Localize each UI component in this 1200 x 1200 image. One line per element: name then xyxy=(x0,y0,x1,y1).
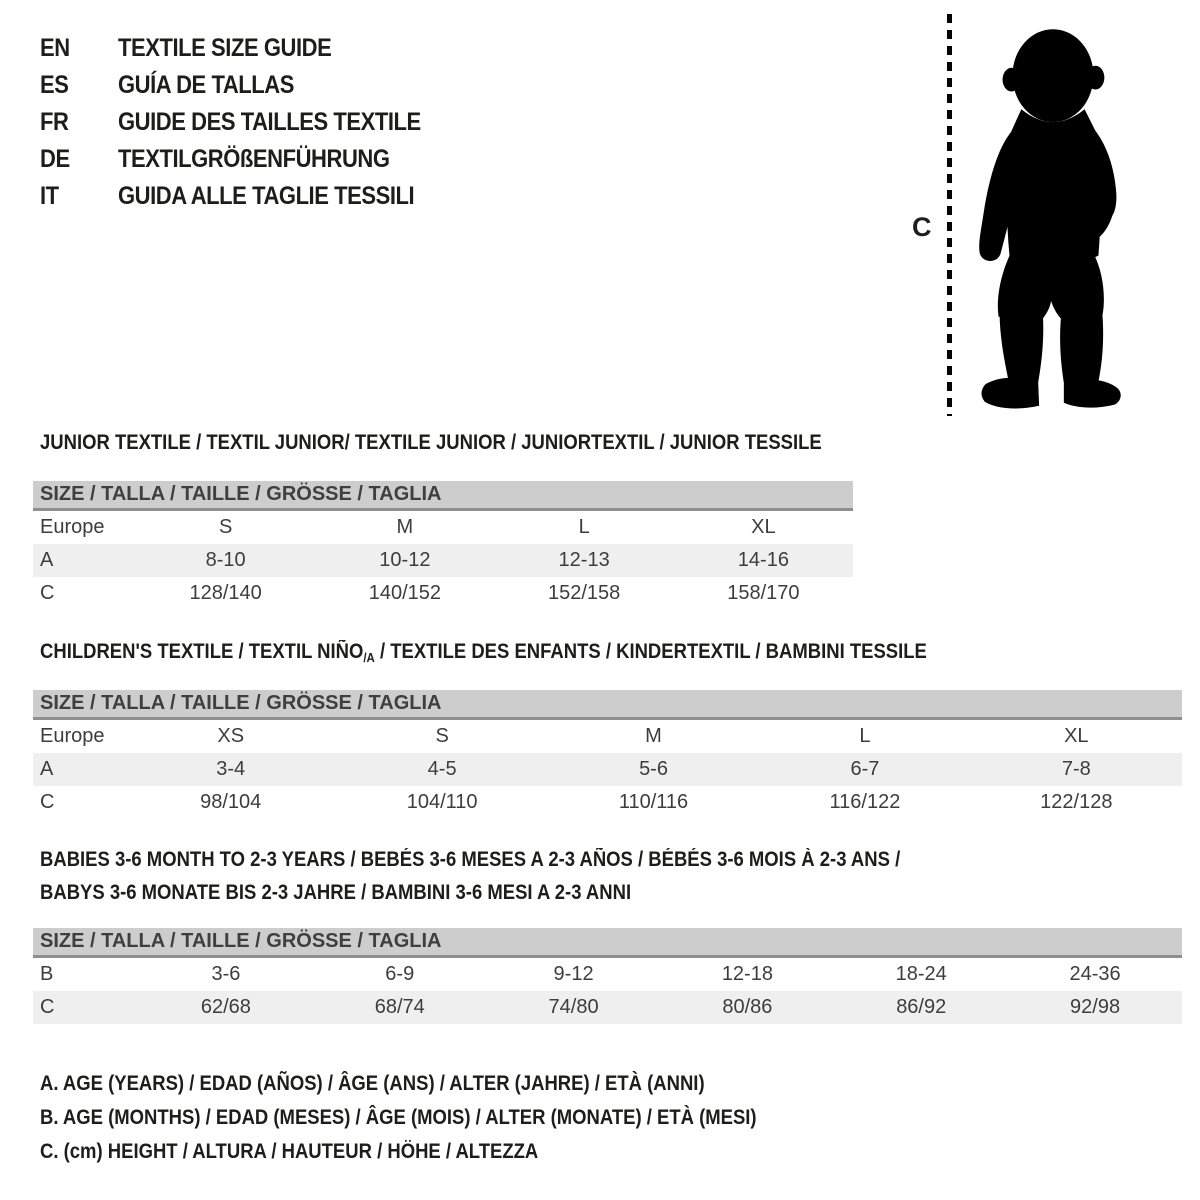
table-row xyxy=(33,720,1182,753)
legend-line-b-text: B. AGE (MONTHS) / EDAD (MESES) / ÂGE (MOIS) / ALTER (MONATE) / ETÀ (MESI) xyxy=(40,1106,757,1129)
age-cell: 3-4 xyxy=(216,758,246,780)
language-row xyxy=(40,104,462,141)
table-row xyxy=(33,991,1182,1024)
legend-line-c-text: C. (cm) HEIGHT / ALTURA / HAUTEUR / HÖHE / ALTEZZA xyxy=(40,1140,539,1163)
language-title: TEXTILE SIZE GUIDE xyxy=(118,34,332,62)
language-code: IT xyxy=(40,182,59,210)
children-title-suffix: / TEXTILE DES ENFANTS / KINDERTEXTIL / BAMBINI TESSILE xyxy=(374,640,927,663)
row-label: C xyxy=(40,582,55,604)
age-cell: 8-10 xyxy=(205,549,246,571)
language-row xyxy=(40,141,462,178)
height-cell: 110/116 xyxy=(618,791,689,813)
age-cell: 3-6 xyxy=(211,963,241,985)
language-row xyxy=(40,30,462,67)
babies-title-line1-text: BABIES 3-6 MONTH TO 2-3 YEARS / BEBÉS 3-6 MESES A 2-3 AÑOS / BÉBÉS 3-6 MOIS À 2-3 ANS / xyxy=(40,848,901,871)
legend-line-a-text: A. AGE (YEARS) / EDAD (AÑOS) / ÂGE (ANS) / ALTER (JAHRE) / ETÀ (ANNI) xyxy=(40,1072,705,1095)
legend-line-b xyxy=(40,1106,854,1130)
height-cell: 152/158 xyxy=(547,582,621,604)
children-size-table xyxy=(33,690,1182,819)
age-cell: 24-36 xyxy=(1069,963,1121,985)
height-cell: 86/92 xyxy=(896,996,947,1018)
babies-section-title-line2 xyxy=(40,881,712,905)
age-cell: 6-7 xyxy=(850,758,880,780)
language-code: DE xyxy=(40,145,70,173)
language-code: ES xyxy=(40,71,69,99)
age-cell: 12-13 xyxy=(558,549,610,571)
children-section-title xyxy=(40,640,1048,665)
height-cell: 140/152 xyxy=(368,582,442,604)
children-size-table-header: SIZE / TALLA / TAILLE / GRÖSSE / TAGLIA xyxy=(33,690,1182,720)
children-section-title-text xyxy=(40,640,927,665)
height-cell: 98/104 xyxy=(200,791,262,813)
junior-section-title xyxy=(40,431,928,455)
size-cell: XS xyxy=(217,725,245,747)
age-cell: 6-9 xyxy=(385,963,415,985)
height-cell: 74/80 xyxy=(548,996,599,1018)
age-cell: 18-24 xyxy=(895,963,947,985)
junior-size-table xyxy=(33,481,853,610)
age-cell: 7-8 xyxy=(1061,758,1091,780)
language-code: FR xyxy=(40,108,69,136)
language-title: GUÍA DE TALLAS xyxy=(118,71,294,99)
babies-section-title-line1 xyxy=(40,848,1018,872)
language-row xyxy=(40,67,462,104)
language-title: GUIDA ALLE TAGLIE TESSILI xyxy=(118,182,415,210)
language-title: TEXTILGRÖßENFÜHRUNG xyxy=(118,145,390,173)
row-label: Europe xyxy=(40,725,105,747)
age-cell: 9-12 xyxy=(553,963,594,985)
age-cell: 14-16 xyxy=(737,549,789,571)
row-label: A xyxy=(40,549,54,571)
legend-line-c xyxy=(40,1140,606,1164)
babies-size-table xyxy=(33,928,1182,1024)
size-cell: S xyxy=(435,725,449,747)
age-cell: 4-5 xyxy=(427,758,457,780)
table-row xyxy=(33,577,853,610)
height-cell: 122/128 xyxy=(1040,791,1113,813)
table-row xyxy=(33,511,853,544)
legend-line-a xyxy=(40,1072,795,1096)
junior-section-title-text: JUNIOR TEXTILE / TEXTIL JUNIOR/ TEXTILE JUNIOR / JUNIORTEXTIL / JUNIOR TESSILE xyxy=(40,431,822,454)
size-cell: XL xyxy=(751,516,776,538)
row-label: C xyxy=(40,791,55,813)
height-cell: 92/98 xyxy=(1070,996,1121,1018)
size-cell: S xyxy=(218,516,233,538)
babies-size-table-header: SIZE / TALLA / TAILLE / GRÖSSE / TAGLIA xyxy=(33,928,1182,958)
height-cell: 128/140 xyxy=(189,582,262,604)
language-title: GUIDE DES TAILLES TEXTILE xyxy=(118,108,421,136)
height-measure-label: C xyxy=(912,212,932,242)
age-cell: 12-18 xyxy=(721,963,773,985)
baby-silhouette-image xyxy=(966,14,1134,421)
height-cell: 104/110 xyxy=(406,791,478,813)
size-cell: XL xyxy=(1064,725,1089,747)
table-row xyxy=(33,753,1182,786)
children-title-subscript: /A xyxy=(363,650,375,665)
row-label: Europe xyxy=(40,516,105,538)
height-cell: 158/170 xyxy=(727,582,800,604)
language-title-list xyxy=(40,30,462,215)
height-cell: 80/86 xyxy=(722,996,773,1018)
table-row xyxy=(33,786,1182,819)
junior-size-table-header: SIZE / TALLA / TAILLE / GRÖSSE / TAGLIA xyxy=(33,481,853,511)
height-cell: 62/68 xyxy=(200,996,251,1018)
children-title-prefix: CHILDREN'S TEXTILE / TEXTIL NIÑO xyxy=(40,640,364,663)
row-label: B xyxy=(40,963,54,985)
table-row xyxy=(33,958,1182,991)
language-code: EN xyxy=(40,34,70,62)
height-cell: 68/74 xyxy=(374,996,425,1018)
row-label: A xyxy=(40,758,54,780)
baby-silhouette-svg xyxy=(966,14,1134,416)
age-cell: 5-6 xyxy=(639,758,668,780)
height-cell: 116/122 xyxy=(829,791,901,813)
age-cell: 10-12 xyxy=(379,549,431,571)
size-cell: M xyxy=(396,516,414,538)
height-measure-dashed-line xyxy=(947,14,952,416)
babies-title-line2-text: BABYS 3-6 MONATE BIS 2-3 JAHRE / BAMBINI 3-6 MESI A 2-3 ANNI xyxy=(40,881,632,904)
language-row xyxy=(40,178,462,215)
size-cell: L xyxy=(578,516,590,538)
table-row xyxy=(33,544,853,577)
size-cell: L xyxy=(859,725,871,747)
size-cell: M xyxy=(645,725,662,747)
row-label: C xyxy=(40,996,55,1018)
